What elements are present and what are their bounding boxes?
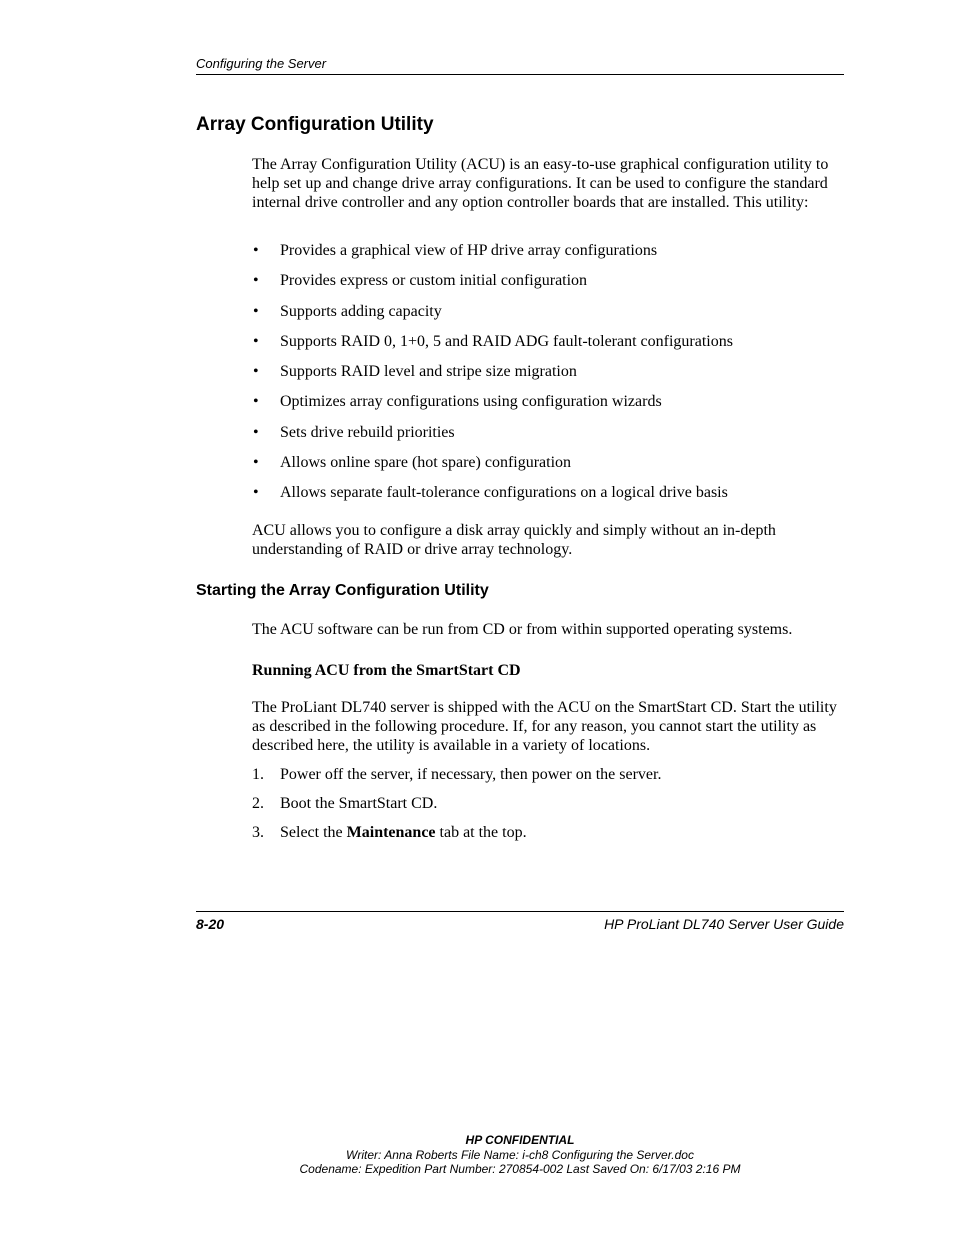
step-text: Power off the server, if necessary, then power on the server. bbox=[280, 766, 662, 783]
list-item-text: Allows separate fault-tolerance configurations on a logical drive basis bbox=[280, 484, 728, 502]
list-item-text: Supports RAID 0, 1+0, 5 and RAID ADG fault-tolerant configurations bbox=[280, 332, 733, 350]
page-number: 8-20 bbox=[196, 916, 225, 932]
step-text-after: tab at the top. bbox=[435, 824, 527, 841]
procedure-steps bbox=[252, 765, 842, 852]
confidential-title: HP CONFIDENTIAL bbox=[465, 1133, 575, 1147]
step-item bbox=[252, 765, 842, 794]
feature-list bbox=[252, 241, 842, 514]
list-item-text: Provides a graphical view of HP drive array configurations bbox=[280, 242, 658, 259]
subsection-title: Starting the Array Configuration Utility bbox=[196, 582, 489, 599]
guide-title: HP ProLiant DL740 Server User Guide bbox=[604, 916, 844, 932]
list-item bbox=[252, 392, 842, 422]
confidential-line-1: Writer: Anna Roberts File Name: i-ch8 Configuring the Server.doc bbox=[346, 1147, 694, 1162]
subsection-intro: The ACU software can be run from CD or from within supported operating systems. bbox=[252, 621, 793, 638]
step-text: Boot the SmartStart CD. bbox=[280, 795, 438, 812]
list-item bbox=[252, 483, 842, 513]
list-item bbox=[252, 362, 842, 392]
list-item bbox=[252, 271, 842, 301]
bullet-glyph: • bbox=[253, 454, 259, 472]
running-header bbox=[196, 56, 844, 75]
list-item bbox=[252, 241, 842, 271]
list-item-text: Sets drive rebuild priorities bbox=[280, 423, 455, 441]
section-summary: ACU allows you to configure a disk array quickly and simply without an in-depth understanding of RAID or drive array technology. bbox=[252, 522, 776, 558]
step-number: 2. bbox=[252, 795, 264, 812]
list-item bbox=[252, 453, 842, 483]
confidential-block bbox=[0, 1133, 954, 1177]
bullet-glyph: • bbox=[253, 332, 259, 350]
subsection-subheading: Running ACU from the SmartStart CD bbox=[252, 662, 521, 679]
subsection-body: The ProLiant DL740 server is shipped with the ACU on the SmartStart CD. Start the utility as described in the following procedure. If, for any reason, you cannot start the utility as described here, the utility is available in a variety of locations. bbox=[252, 699, 837, 754]
running-header-title: Configuring the Server bbox=[196, 56, 327, 71]
list-item-text: Supports adding capacity bbox=[280, 302, 442, 320]
step-item bbox=[252, 794, 842, 823]
step-item bbox=[252, 823, 842, 852]
confidential-line-2: Codename: Expedition Part Number: 270854-002 Last Saved On: 6/17/03 2:16 PM bbox=[299, 1162, 741, 1176]
bullet-glyph: • bbox=[253, 272, 259, 290]
list-item-text: Provides express or custom initial configuration bbox=[280, 272, 588, 290]
bullet-glyph: • bbox=[253, 393, 259, 411]
list-item-text: Optimizes array configurations using configuration wizards bbox=[280, 393, 662, 411]
list-item-text: Supports RAID level and stripe size migration bbox=[280, 363, 577, 381]
step-emphasis: Maintenance bbox=[346, 824, 436, 841]
step-number: 1. bbox=[252, 766, 264, 783]
page-footer bbox=[196, 911, 844, 933]
step-number: 3. bbox=[252, 824, 264, 841]
section-intro: The Array Configuration Utility (ACU) is an easy-to-use graphical configuration utility to help set up and change drive array configurations. It can be used to configure the standard internal drive controller and any option controller boards that are installed. This utility: bbox=[252, 156, 829, 211]
section-title: Array Configuration Utility bbox=[196, 114, 434, 135]
bullet-glyph: • bbox=[253, 484, 259, 502]
step-text-before: Select the bbox=[280, 824, 347, 841]
bullet-glyph: • bbox=[253, 423, 259, 441]
list-item bbox=[252, 302, 842, 332]
list-item-text: Allows online spare (hot spare) configuration bbox=[280, 454, 572, 472]
list-item bbox=[252, 332, 842, 362]
bullet-glyph: • bbox=[253, 242, 259, 259]
bullet-glyph: • bbox=[253, 363, 259, 381]
list-item bbox=[252, 423, 842, 453]
bullet-glyph: • bbox=[253, 302, 259, 320]
